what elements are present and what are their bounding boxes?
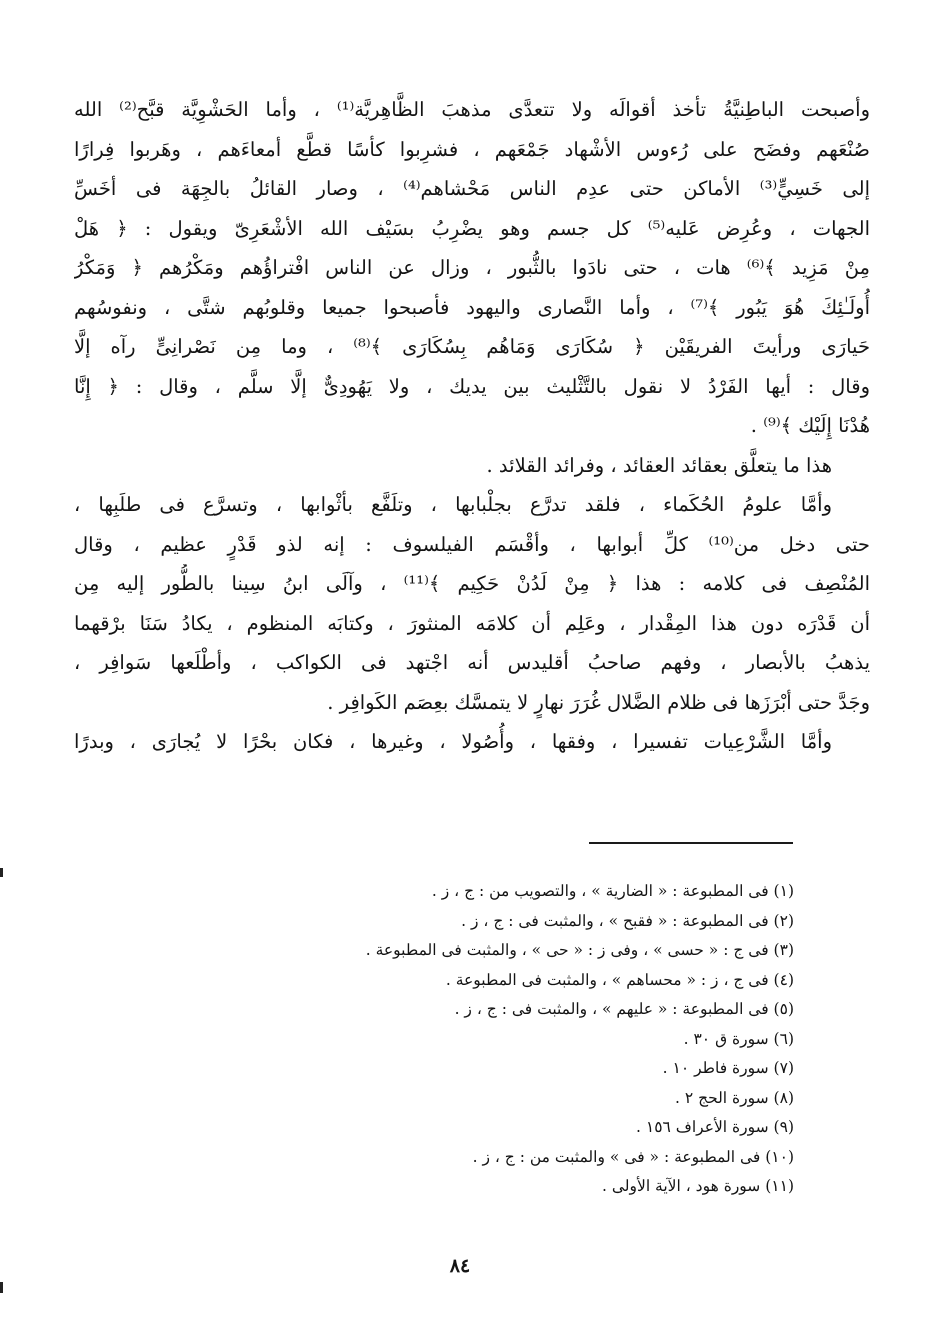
- footnote-item: (٣) فى ج : « حسى » ، وفى ز : « حى » ، والمثبت فى المطبوعة .: [365, 941, 794, 959]
- text-line: يذهبُ بالأبصار ، وفهم صاحبُ أقليدس أنه اجْتهد فى الكواكب ، وأطْلَعها سَوافِر ،: [74, 651, 870, 674]
- text-line: وجَدَّ حتى أبْرَزَها فى ظلام الضَّلال غُرَرَ نهارٍ لا يتمسَّك بعِصَم الكَوافِر .: [327, 690, 870, 714]
- footnote-item: (١) فى المطبوعة : « الضارية » ، والتصويب من : ج ، ز .: [431, 882, 794, 900]
- footnote-item: (٦) سورة ق ٣٠ .: [683, 1029, 794, 1048]
- text-line: إلى خَسِيٍّ⁽³⁾ الأماكن حتى عدِم الناس مَحْشاهم⁽⁴⁾ ، وصار القائلُ بالجِهَة فى أخَسِّ: [74, 177, 870, 200]
- text-line: وأمَّا علومُ الحُكَماء ، فلقد تدرَّع بجلْبابها ، وتلَفَّع بأثْوابها ، وتسرَّع فى طلَبِها ،: [74, 493, 832, 516]
- footnote-item: (٤) فى ج ، ز : « محساهم » ، والمثبت فى المطبوعة .: [445, 970, 794, 989]
- text-line: مِنْ مَزِيد ﴾⁽⁶⁾ هات ، حتى نادَوا بالثُّبور ، وزال عن الناس افْتراؤُهم ومَكْرُهم ﴿ وَمَكْرُ: [74, 256, 870, 279]
- text-line: حَيارَى ورأيتَ الفريقَيْن ﴿ سُكَارَى وَمَاهُم بِسُكَارَى ﴾⁽⁸⁾ ، وما مِن نَصْرانِىٍّ رآه إلَّا: [74, 335, 870, 358]
- page-number: ٨٤: [449, 1255, 471, 1277]
- text-line: صُنْعَهم وفضَح على رُءوس الأشْهاد جَمْعَهم ، فشرِبوا كأسًا قطَّع أمعاءَهم ، وهَربوا فِرارًا: [74, 137, 870, 161]
- footnote-item: (٧) سورة فاطر ١٠ .: [662, 1059, 794, 1077]
- text-line: الجهات ، وعُرِض عَليه⁽⁵⁾ كل جسم وهو يضْرِبُ بسَيْف الله الأشْعَرِىّ ويقول : ﴿ هَلْ: [74, 216, 870, 240]
- text-line: حتى دخل من⁽¹⁰⁾ كلِّ أبوابها ، وأقْسَم الفيلسوف : إنه لذو قَدْرٍ عظيم ، وقال: [74, 532, 870, 556]
- main-text-block: [74, 90, 870, 762]
- text-line: المُنْصِف فى كلامه : هذا ﴿ مِنْ لَدُنْ حَكِيم ﴾⁽¹¹⁾ ، وآلَى ابنُ سِينا بالطُّور إليه مِن: [74, 572, 870, 595]
- text-line: وقال : أيها الفَرْدُ لا نقول بالتَّثْليث بين يديك ، ولا يَهُودِىٌّ إلَّا سلَّم ، وقال : ﴿ إِنَّا: [74, 374, 870, 398]
- footnote-item: (١١) سورة هود ، الآية الأولى .: [602, 1177, 794, 1195]
- text-line: وأصبحت الباطِنيَّةُ تأخذ أقوالَه ولا تتعدَّى مذهبَ الظَّاهِريَّة⁽¹⁾ ، وأما الحَشْوِيَّة قبَّح⁽²⁾ الله: [74, 98, 870, 121]
- text-line: هذا ما يتعلَّق بعقائد العقائد ، وفرائد القلائد .: [486, 453, 832, 477]
- text-line: هُدْنَا إِلَيْك ﴾⁽⁹⁾ .: [750, 414, 870, 437]
- scan-edge-mark: [0, 1282, 3, 1293]
- footnote-item: (٢) فى المطبوعة : « فقبح » ، والمثبت فى : ج ، ز .: [461, 911, 794, 930]
- footnote-item: (١٠) فى المطبوعة : « فى » والمثبت من : ج ، ز .: [472, 1147, 794, 1166]
- footnotes-block: [300, 877, 794, 1202]
- scan-edge-mark: [0, 868, 3, 877]
- footnote-item: (٩) سورة الأعراف ١٥٦ .: [636, 1118, 794, 1136]
- footnote-item: (٨) سورة الحج ٢ .: [674, 1088, 794, 1107]
- text-line: أُولَـٰئِكَ هُوَ يَبُور ﴾⁽⁷⁾ ، وأما النَّصارى واليهود فأصبحوا جميعا وقلوبُهم شتَّى ، ونفوسُهم: [74, 295, 870, 319]
- text-line: أن قَدْرَه دون هذا المِقْدار ، وعَلِم أن كلامَه المنثورَ ، وكتابَه المنظوم ، يكادُ سَنَا برْقهما: [74, 611, 870, 635]
- footnote-item: (٥) فى المطبوعة : « عليهم » ، والمثبت فى : ج ، ز .: [454, 1000, 794, 1018]
- text-line: وأمَّا الشَّرْعِيات تفسيرا ، وفقها ، وأُصُولا ، وغيرها ، فكان بحْرًا لا يُجارَى ، وبدرًا: [74, 730, 832, 753]
- footnote-divider: [589, 842, 793, 844]
